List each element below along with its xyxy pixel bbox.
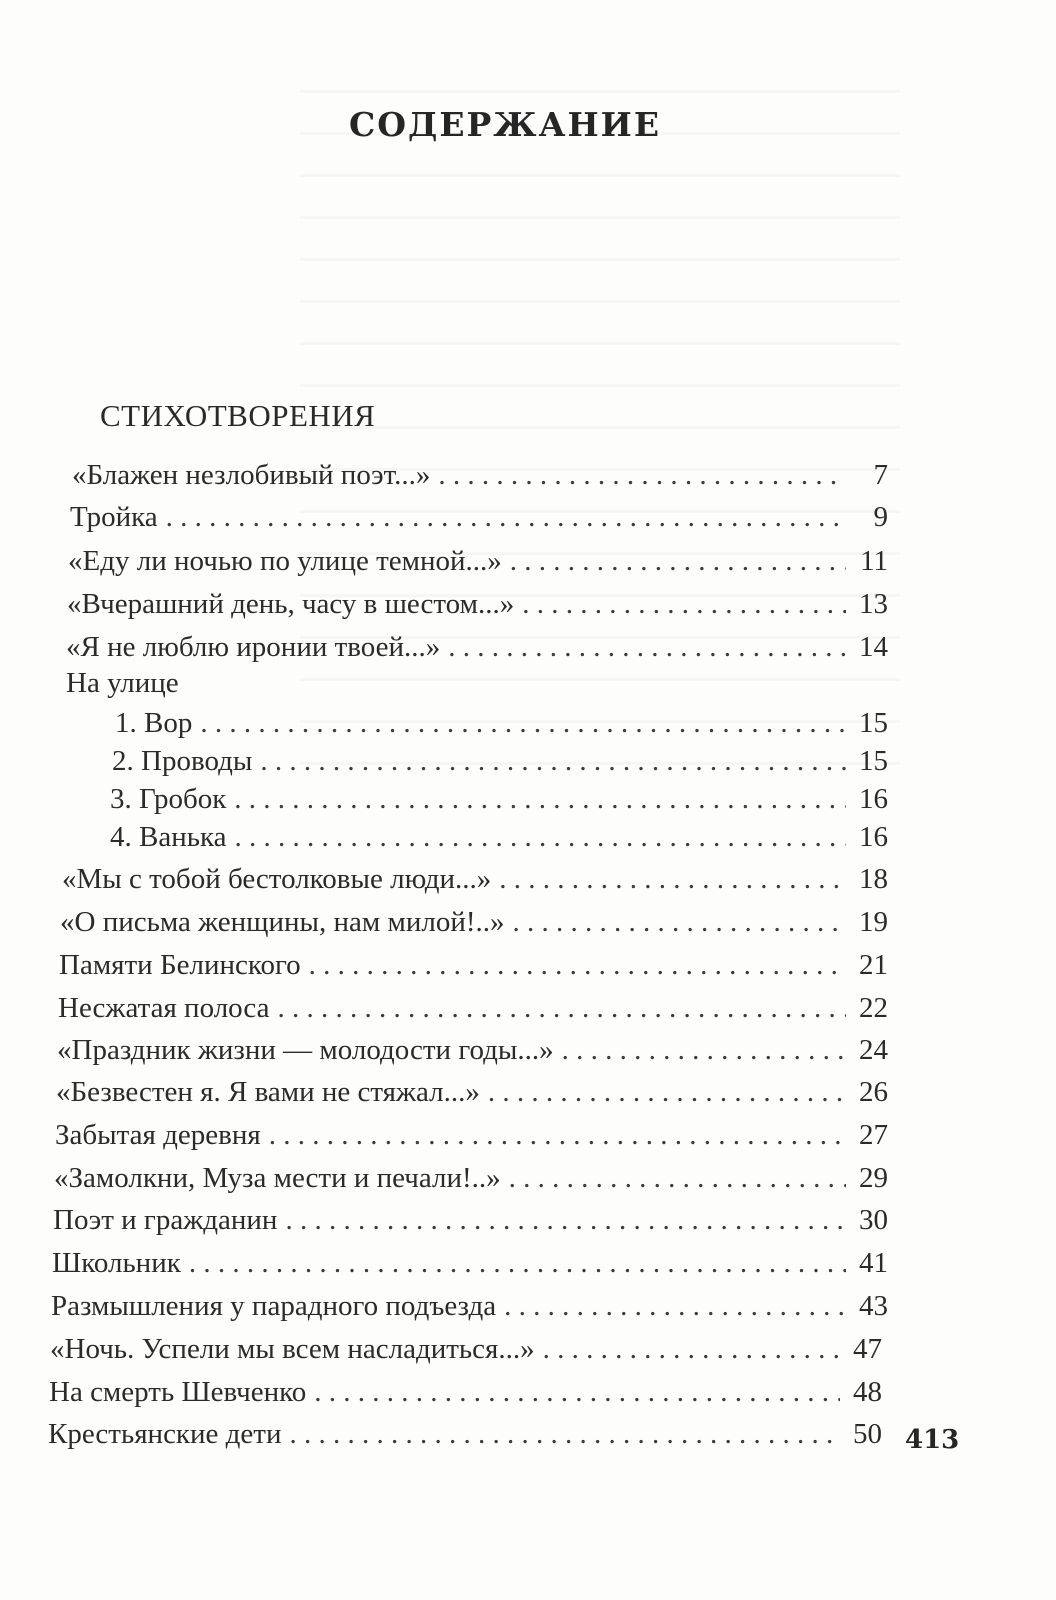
dot-leader (166, 497, 846, 537)
toc-entry-title: «Безвестен я. Я вами не стяжал...» (56, 1076, 480, 1108)
dot-leader (260, 741, 846, 781)
toc-entry-title: 2. Проводы (112, 745, 253, 777)
toc-entry-page: 15 (859, 707, 888, 739)
toc-entry-title: Памяти Белинского (59, 949, 301, 981)
section-heading: СТИХОТВОРЕНИЯ (100, 398, 376, 433)
dot-leader (488, 1072, 846, 1112)
toc-entry-title: «Праздник жизни — молодости годы...» (57, 1034, 554, 1066)
toc-entry-title: Размышления у парадного подъезда (51, 1290, 497, 1322)
toc-entry-page: 30 (859, 1204, 888, 1236)
dot-leader (234, 817, 846, 857)
dot-leader (269, 1115, 846, 1155)
dot-leader (543, 1329, 840, 1369)
toc-entry-page: 50 (853, 1418, 882, 1450)
dot-leader (290, 1414, 841, 1454)
toc-entry (60, 902, 888, 942)
dot-leader (504, 1286, 846, 1326)
page-number: 413 (905, 1425, 960, 1455)
toc-entry (49, 1372, 882, 1412)
toc-entry-title: Крестьянские дети (48, 1418, 282, 1450)
dot-leader (309, 945, 846, 985)
toc-entry (115, 703, 888, 743)
toc-entry-page: 13 (859, 588, 888, 620)
toc-entry-title: На улице (66, 667, 179, 699)
dot-leader (522, 584, 846, 624)
toc-entry-title: 3. Гробок (110, 783, 227, 815)
toc-entry-title: «Еду ли ночью по улице темной...» (68, 545, 502, 577)
toc-entry-page: 14 (859, 631, 888, 663)
dot-leader (499, 859, 846, 899)
toc-entry-page: 7 (873, 459, 888, 491)
toc-entry-page: 22 (859, 992, 888, 1024)
toc-entry-page: 19 (859, 906, 888, 938)
toc-entry-title: Поэт и гражданин (53, 1204, 278, 1236)
dot-leader (285, 1200, 846, 1240)
dot-leader (277, 988, 846, 1028)
toc-entry-page: 29 (859, 1162, 888, 1194)
toc-entry (66, 663, 888, 703)
toc-entry-page: 21 (859, 949, 888, 981)
toc-entry (48, 1414, 882, 1454)
toc-entry (57, 1030, 888, 1070)
toc-entry-title: Тройка (70, 501, 158, 533)
dot-leader (513, 902, 846, 942)
toc-entry-title: «Ночь. Успели мы всем насладиться...» (50, 1333, 535, 1365)
dot-leader (314, 1372, 840, 1412)
toc-entry (70, 497, 888, 537)
toc-entry-title: На смерть Шевченко (49, 1376, 307, 1408)
toc-entry (54, 1158, 888, 1198)
toc-entry-page: 43 (859, 1290, 888, 1322)
toc-entry-title: «О письма женщины, нам милой!..» (60, 906, 505, 938)
toc-entry-page: 27 (859, 1119, 888, 1151)
toc-entry-title: «Блажен незлобивый поэт...» (72, 459, 431, 491)
toc-entry (112, 741, 888, 781)
toc-entry-title: «Я не люблю иронии твоей...» (66, 631, 441, 663)
toc-entry (72, 455, 888, 495)
toc-entry-page: 11 (860, 545, 888, 577)
toc-entry (68, 541, 888, 581)
toc-entry-title: Школьник (52, 1247, 181, 1279)
dot-leader (448, 627, 846, 667)
toc-entry-page: 24 (859, 1034, 888, 1066)
dot-leader (200, 703, 846, 743)
dot-leader (189, 1243, 846, 1283)
toc-entry-page: 47 (853, 1333, 882, 1365)
toc-entry-page: 16 (859, 783, 888, 815)
toc-entry (56, 1072, 888, 1112)
toc-entry-title: Несжатая полоса (58, 992, 270, 1024)
dot-leader (510, 541, 846, 581)
toc-entry-title: 4. Ванька (110, 821, 227, 853)
toc-entry-page: 16 (859, 821, 888, 853)
toc-entry (110, 779, 888, 819)
dot-leader (562, 1030, 846, 1070)
toc-entry-page: 48 (853, 1376, 882, 1408)
toc-entry-title: 1. Вор (115, 707, 193, 739)
toc-entry (50, 1329, 882, 1369)
dot-leader (438, 455, 846, 495)
toc-entry (58, 988, 888, 1028)
toc-entry-page: 15 (859, 745, 888, 777)
toc-entry-title: «Вчерашний день, часу в шестом...» (67, 588, 515, 620)
toc-entry (53, 1200, 888, 1240)
toc-entry (59, 945, 888, 985)
toc-entry (66, 627, 888, 667)
toc-entry-page: 9 (873, 501, 888, 533)
toc-entry-page: 18 (859, 863, 888, 895)
toc-entry-title: «Мы с тобой бестолковые люди...» (62, 863, 492, 895)
toc-entry (51, 1286, 888, 1326)
dot-leader (234, 779, 846, 819)
page-title: СОДЕРЖАНИЕ (348, 105, 661, 144)
toc-entry (55, 1115, 888, 1155)
toc-entry-title: Забытая деревня (55, 1119, 261, 1151)
toc-entry-page: 26 (859, 1076, 888, 1108)
toc-entry (52, 1243, 888, 1283)
toc-entry (62, 859, 888, 899)
dot-leader (509, 1158, 846, 1198)
toc-entry-page: 41 (859, 1247, 888, 1279)
toc-entry (110, 817, 888, 857)
toc-entry-title: «Замолкни, Муза мести и печали!..» (54, 1162, 501, 1194)
toc-entry (67, 584, 888, 624)
